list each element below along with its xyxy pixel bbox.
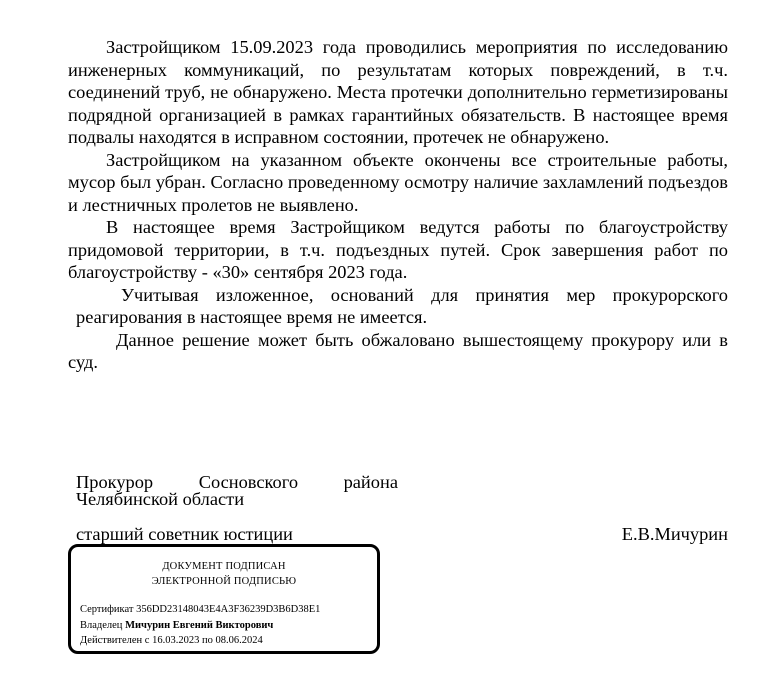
stamp-title-line-2: ЭЛЕКТРОННОЙ ПОДПИСЬЮ (151, 575, 297, 587)
certificate-label: Сертификат (80, 604, 134, 615)
stamp-certificate-row (80, 602, 320, 618)
paragraph-construction: Застройщиком на указанном объекте окончены все строительные работы, мусор был убран. Согласно проведенному осмотру наличие захламлений подъездов и лестничных пролетов не выявлено. (68, 149, 728, 215)
prosecutor-position (76, 474, 398, 508)
valid-to-label: по (201, 635, 213, 646)
owner-value: Мичурин Евгений Викторович (125, 619, 274, 631)
stamp-title-line-1: ДОКУМЕНТ ПОДПИСАН (162, 561, 286, 572)
stamp-details (80, 602, 320, 649)
document-body (68, 36, 728, 374)
valid-to-date: 08.06.2024 (215, 635, 263, 646)
position-word-district-name: Сосновского (198, 472, 299, 492)
owner-label: Владелец (80, 619, 123, 631)
valid-from-label: Действителен с (80, 635, 150, 646)
paragraph-inspection: Застройщиком 15.09.2023 года проводились мероприятия по исследованию инженерных коммуникаций, по результатам которых повреждений, в т.ч. соединений труб, не обнаружено. Места протечки дополнительно герметизированы подрядной организацией в рамках гарантийных обязательств. В настоящее время подвалы находятся в исправном состоянии, протечек не обнаружено. (68, 37, 728, 147)
paragraph-landscaping: В настоящее время Застройщиком ведутся работы по благоустройству придомовой территории, в т.ч. подъездных путей. Срок завершения работ по благоустройству - «30» сентября 2023 года. (68, 217, 728, 282)
position-word-district: района (343, 472, 398, 492)
paragraph-conclusion: Учитывая изложенное, оснований для принятия мер прокурорского реагирования в настоящее время не имеется. (76, 284, 728, 327)
stamp-title (71, 560, 377, 589)
certificate-value: 356DD23148043E4A3F36239D3B6D38E1 (136, 604, 321, 615)
stamp-owner-row (80, 618, 320, 634)
paragraph-appeal: Данное решение может быть обжаловано вышестоящему прокурору или в суд. (68, 329, 728, 372)
signer-name: Е.В.Мичурин (621, 524, 728, 544)
signer-rank: старший советник юстиции (76, 524, 293, 544)
position-word-prosecutor: Прокурор (76, 472, 154, 492)
stamp-validity-row (80, 633, 320, 649)
position-line-2: Челябинской области (76, 489, 245, 509)
electronic-signature-stamp (68, 544, 380, 654)
valid-from-date: 16.03.2023 (152, 635, 200, 646)
